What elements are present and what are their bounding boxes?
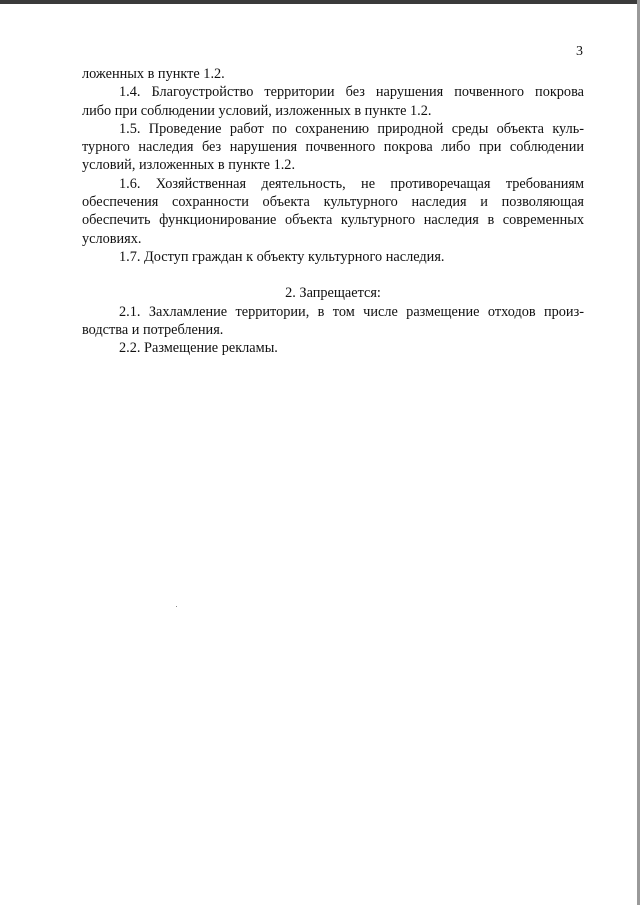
clause-1-5: [82, 120, 584, 175]
continuation-line: [82, 65, 584, 83]
clause-2-1: [82, 303, 584, 340]
text-line: 1.6. Хозяйственная деятельность, не противоречащая требованиям: [119, 175, 584, 192]
section-heading: 2. Запрещается:: [285, 285, 381, 302]
text-line: 1.5. Проведение работ по сохранению природной среды объекта куль-: [119, 120, 584, 137]
scan-speck: [176, 606, 177, 607]
text-line: водства и потребления.: [82, 321, 224, 338]
allowed-items-list: [82, 83, 584, 266]
clause-1-6: [82, 175, 584, 248]
text-line: 1.7. Доступ граждан к объекту культурного наследия.: [119, 248, 445, 265]
page-number: 3: [576, 44, 583, 59]
text-line: условий, изложенных в пункте 1.2.: [82, 157, 296, 174]
text-line: ложенных в пункте 1.2.: [82, 66, 225, 82]
text-line: 1.4. Благоустройство территории без нарушения почвенного покрова: [119, 84, 584, 101]
text-line: условиях.: [82, 230, 142, 247]
text-line: обеспечения сохранности объекта культурного наследия и позволяющая: [82, 194, 584, 211]
prohibited-items-list: [82, 303, 584, 358]
document-body: [82, 65, 584, 357]
text-line: турного наследия без нарушения почвенного покрова либо при соблюдении: [82, 139, 584, 156]
clause-1-7: [82, 248, 584, 266]
text-line: 2.1. Захламление территории, в том числе размещение отходов произ-: [119, 303, 584, 320]
text-line: либо при соблюдении условий, изложенных в пункте 1.2.: [82, 102, 432, 119]
text-line: 2.2. Размещение рекламы.: [119, 340, 278, 357]
clause-2-2: [82, 339, 584, 357]
clause-1-4: [82, 83, 584, 120]
text-line: обеспечить функционирование объекта культурного наследия в современных: [82, 212, 584, 229]
